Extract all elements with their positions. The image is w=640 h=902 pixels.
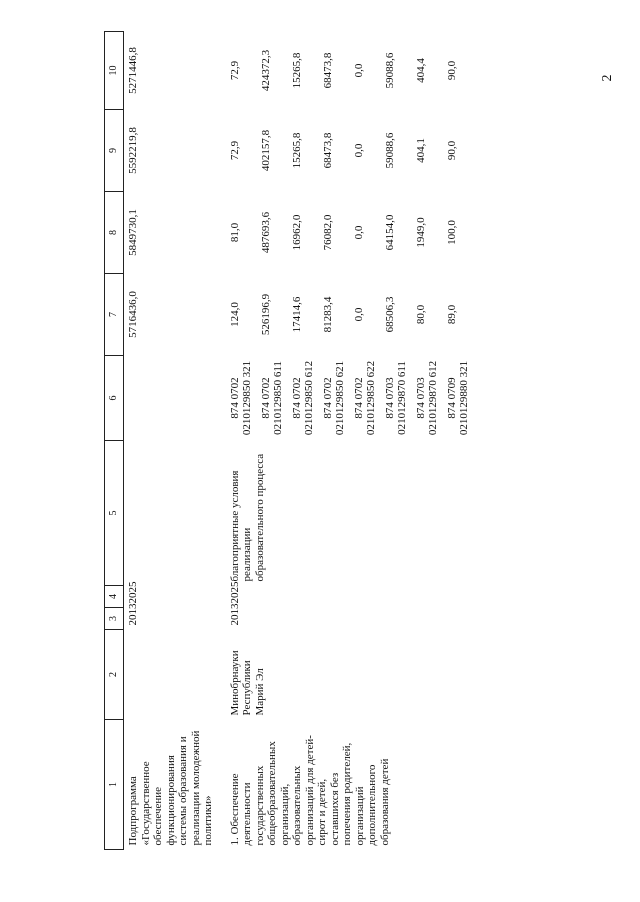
budget-code: 874 0702 0210129850 321	[228, 360, 253, 436]
value-8: 487693,6	[259, 211, 272, 254]
value-10: 15265,8	[290, 52, 303, 89]
measure-executor: Минобрнауки Республики Марий Эл	[228, 650, 266, 716]
budget-code: 874 0709 0210129880 321	[445, 360, 470, 436]
budget-code: 874 0703 0210129870 611	[383, 361, 408, 435]
value-7: 68506,3	[383, 296, 396, 333]
budget-code: 874 0703 0210129870 612	[414, 360, 439, 436]
value-10: 68473,8	[321, 52, 334, 89]
value-9: 90,0	[445, 140, 458, 161]
col-header: 2	[105, 630, 124, 720]
measure-start-year: 2013	[228, 603, 241, 626]
value-7: 80,0	[414, 304, 427, 325]
header-row	[105, 32, 124, 850]
col-header: 5	[105, 441, 124, 586]
value-7: 17414,6	[290, 296, 303, 333]
value-8: 100,0	[445, 220, 458, 245]
budget-code: 874 0702 0210129850 621	[321, 360, 346, 436]
col-header: 3	[105, 608, 124, 630]
value-10: 59088,6	[383, 52, 396, 89]
value-10: 72,9	[228, 60, 241, 81]
value-7: 124,0	[228, 302, 241, 327]
measure-row	[226, 32, 257, 850]
measure-result: благоприятные условия реализации образовательного процесса	[228, 453, 266, 582]
col-header: 7	[105, 274, 124, 356]
page-number: 2	[600, 74, 615, 82]
value-7: 526196,9	[259, 293, 272, 336]
value-9: 59088,6	[383, 132, 396, 169]
value-10: 424372,3	[259, 49, 272, 92]
budget-code: 874 0702 0210129850 612	[290, 360, 315, 436]
value-10: 404,4	[414, 58, 427, 83]
value-8: 81,0	[228, 222, 241, 243]
col-header: 9	[105, 110, 124, 192]
col-header: 10	[105, 32, 124, 110]
value-9: 15265,8	[290, 132, 303, 169]
value-9: 402157,8	[259, 129, 272, 172]
value-7: 89,0	[445, 304, 458, 325]
subprogram-value-7: 5716436,0	[127, 291, 139, 338]
col-header: 1	[105, 720, 124, 850]
row-spacer	[218, 32, 226, 850]
budget-table	[104, 31, 474, 850]
value-8: 64154,0	[383, 214, 396, 251]
col-header: 4	[105, 586, 124, 608]
subprogram-name: Подпрограмма «Государственное обеспечение функционирования системы образования и реализации молодежной политики»	[127, 730, 214, 846]
value-10: 90,0	[445, 60, 458, 81]
measure-end-year: 2025	[228, 581, 241, 604]
subprogram-value-10: 5271446,8	[127, 47, 139, 94]
budget-code: 874 0702 0210129850 611	[259, 361, 284, 435]
value-9: 72,9	[228, 140, 241, 161]
value-7: 0,0	[352, 307, 365, 322]
value-8: 16962,0	[290, 214, 303, 251]
subprogram-end-year: 2025	[127, 581, 139, 604]
col-header: 6	[105, 356, 124, 441]
subprogram-value-9: 5592219,8	[127, 127, 139, 174]
measure-name: 1. Обеспечение деятельности государственных общеобразовательных организаций, образовательных организаций для детей-сирот и детей, оставшихся без попечения родителей, организаций дополнительного образования детей	[228, 735, 391, 846]
subprogram-row	[124, 32, 218, 850]
budget-code: 874 0702 0210129850 622	[352, 360, 377, 436]
value-10: 0,0	[352, 63, 365, 78]
value-8: 1949,0	[414, 217, 427, 248]
col-header: 8	[105, 192, 124, 274]
value-9: 68473,8	[321, 132, 334, 169]
subprogram-start-year: 2013	[127, 603, 139, 626]
value-7: 81283,4	[321, 296, 334, 333]
value-9: 0,0	[352, 143, 365, 158]
rotated-table-container	[104, 32, 570, 850]
subprogram-value-8: 5849730,1	[127, 209, 139, 256]
value-8: 76082,0	[321, 214, 334, 251]
value-8: 0,0	[352, 225, 365, 240]
value-9: 404,1	[414, 138, 427, 163]
